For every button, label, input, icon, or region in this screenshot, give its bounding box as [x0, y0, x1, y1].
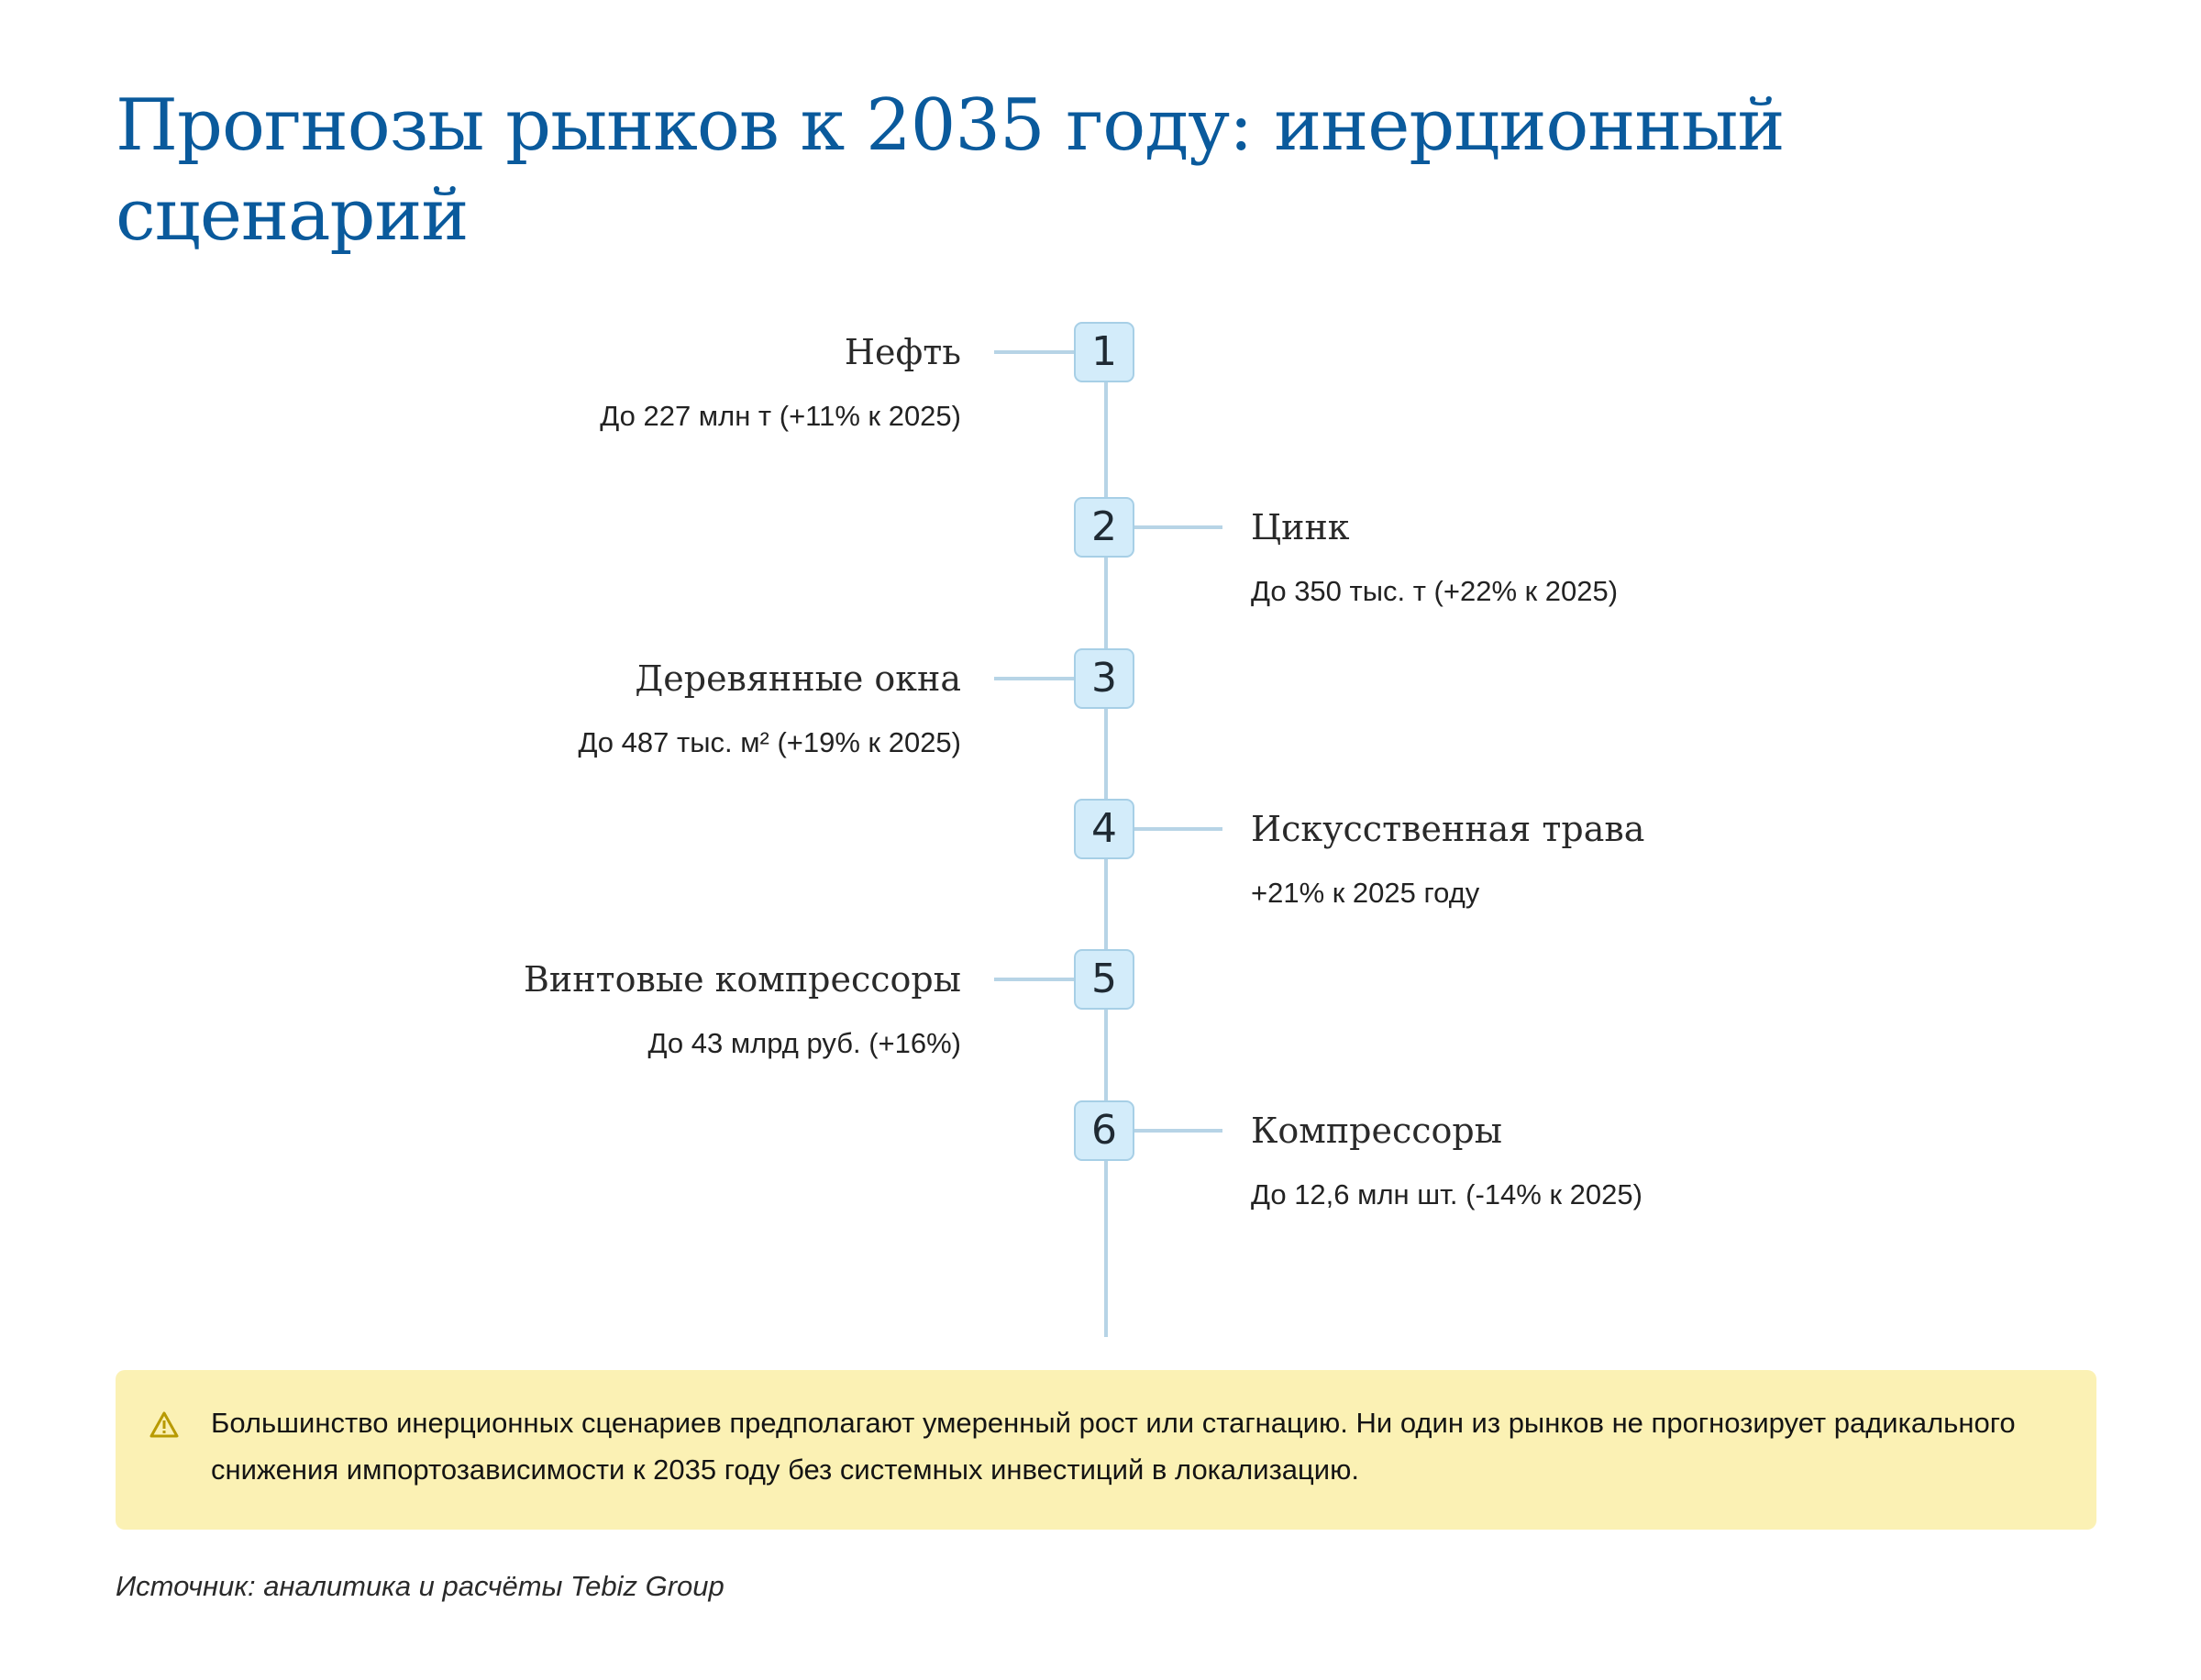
item-detail: До 12,6 млн шт. (-14% к 2025): [1251, 1178, 1642, 1210]
item-title: Деревянные окна: [635, 658, 961, 699]
item-title: Цинк: [1251, 507, 1350, 547]
item-detail: До 487 тыс. м² (+19% к 2025): [578, 726, 961, 758]
step-number-badge: 3: [1074, 648, 1134, 709]
page-title: Прогнозы рынков к 2035 году: инерционный сценарий: [116, 84, 1785, 257]
item-title: Нефть: [844, 332, 961, 372]
item-title: Искусственная трава: [1251, 809, 1645, 849]
step-number-badge: 6: [1074, 1100, 1134, 1161]
item-detail: До 43 млрд руб. (+16%): [647, 1027, 961, 1059]
item-detail: До 227 млн т (+11% к 2025): [600, 400, 961, 432]
timeline-connector: [994, 350, 1082, 354]
step-number-badge: 4: [1074, 799, 1134, 859]
item-title: Компрессоры: [1251, 1111, 1502, 1151]
timeline-connector: [994, 677, 1082, 680]
timeline-connector: [1134, 827, 1222, 831]
warning-note: [116, 1370, 2096, 1530]
item-detail: До 350 тыс. т (+22% к 2025): [1251, 575, 1619, 607]
timeline-connector: [1134, 1129, 1222, 1133]
source-caption: Источник: аналитика и расчёты Tebiz Group: [116, 1570, 724, 1602]
step-number-badge: 2: [1074, 497, 1134, 558]
step-number-badge: 1: [1074, 322, 1134, 382]
warning-icon: [149, 1410, 180, 1440]
step-number-badge: 5: [1074, 949, 1134, 1010]
item-title: Винтовые компрессоры: [523, 959, 961, 1000]
timeline-connector: [1134, 525, 1222, 529]
timeline-connector: [994, 978, 1082, 981]
item-detail: +21% к 2025 году: [1251, 877, 1480, 909]
warning-note-text: Большинство инерционных сценариев предполагают умеренный рост или стагнацию. Ни один из рынков не прогнозирует радикального снижения импортозависимости к 2035 году без системных инвестиций в локализацию.: [211, 1407, 2016, 1486]
